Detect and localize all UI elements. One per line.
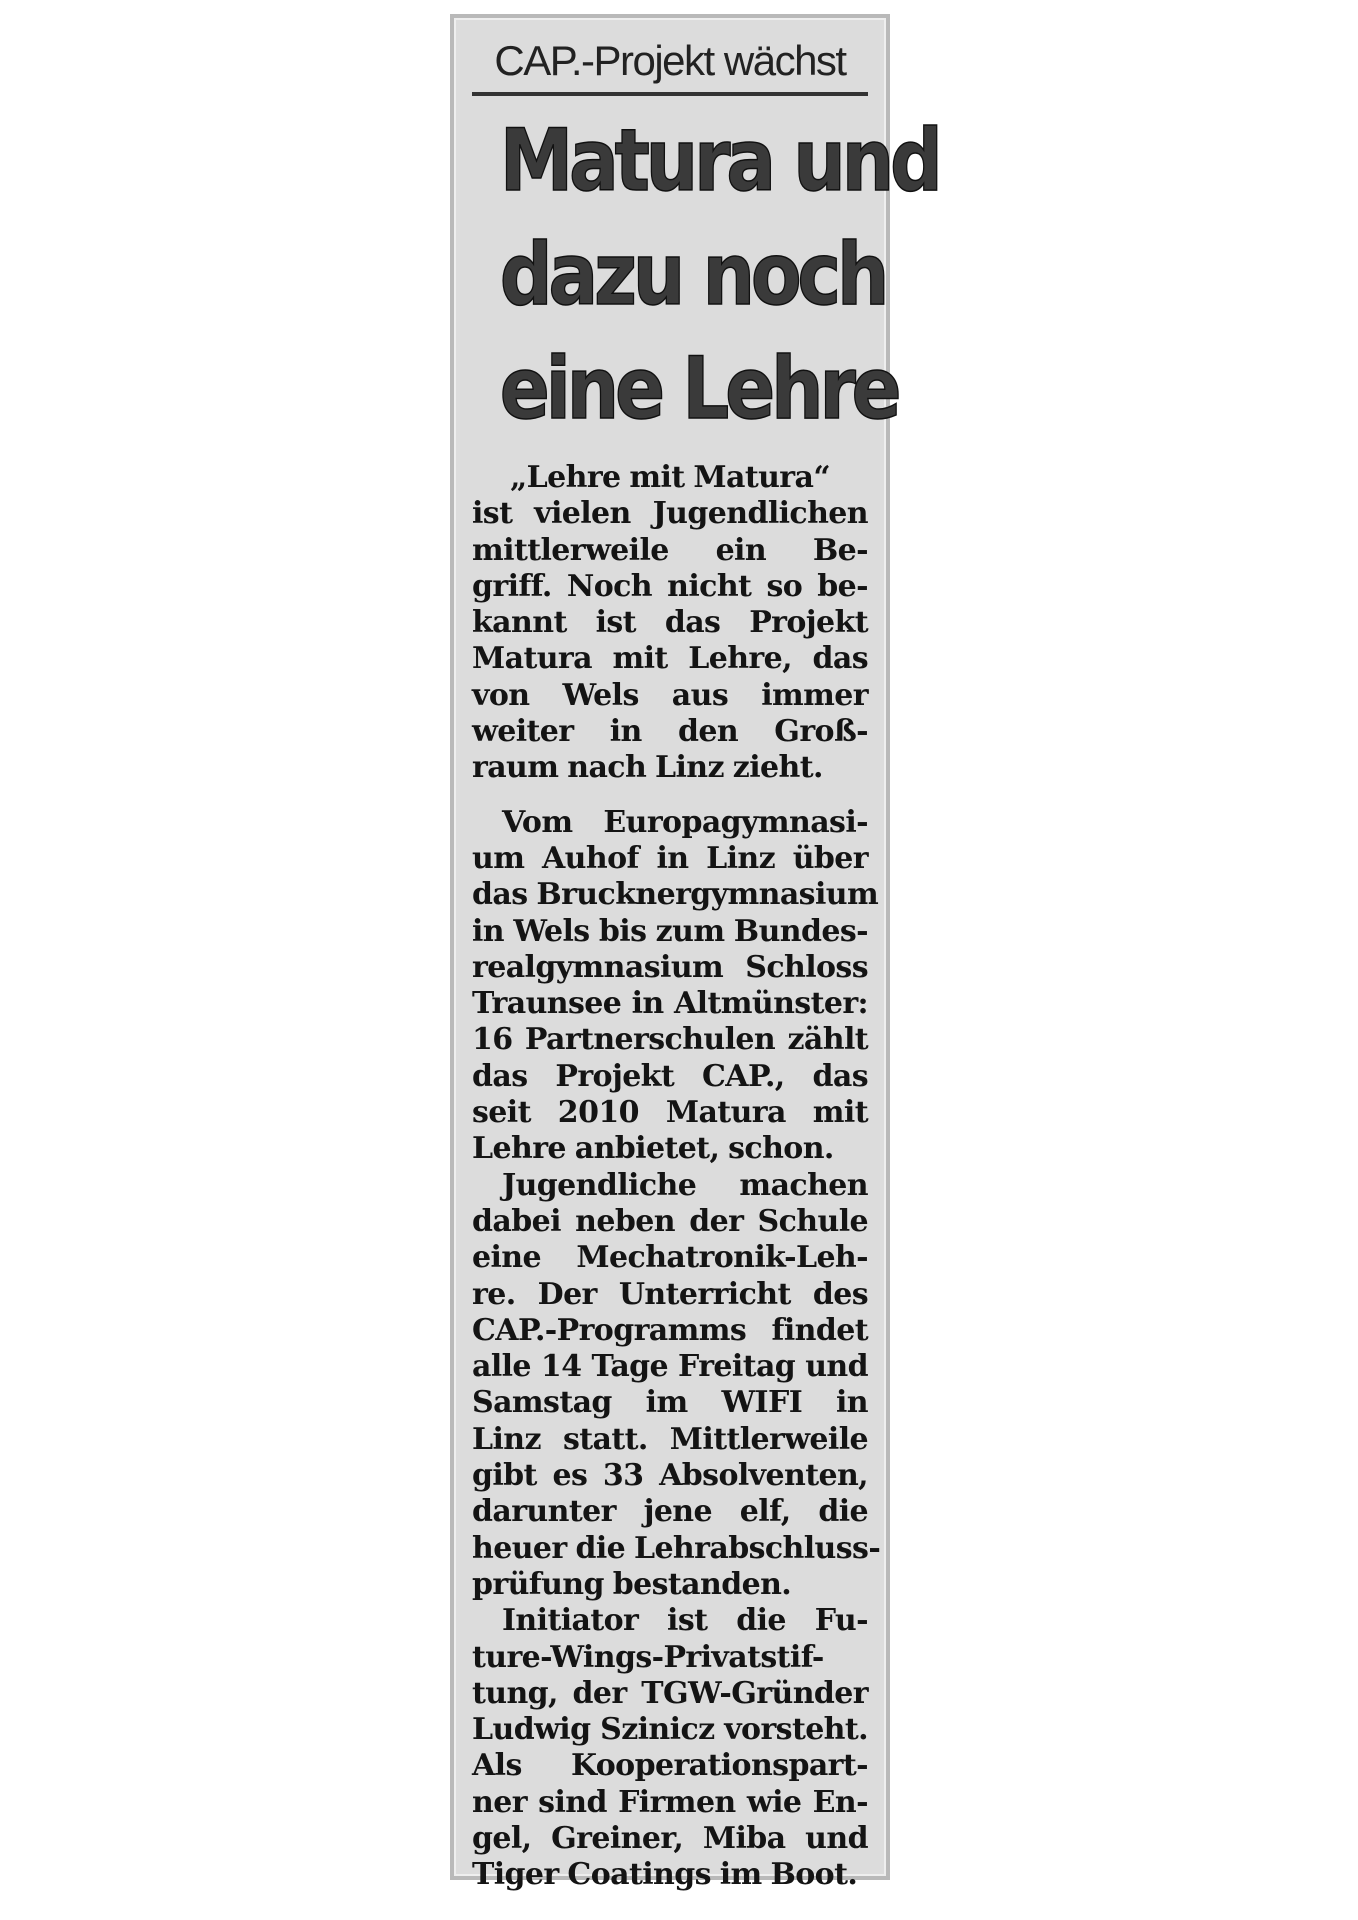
text-line: Initiator ist die Fu- bbox=[502, 1603, 868, 1639]
text-line: gibt es 33 Absolventen, bbox=[472, 1458, 868, 1494]
article-body bbox=[472, 460, 881, 1894]
headline-line-3: eine Lehre bbox=[499, 339, 898, 439]
headline-line-1: Matura und bbox=[499, 111, 939, 211]
text-line: Als Kooperationspart- bbox=[472, 1748, 868, 1784]
text-line: ner sind Firmen wie En- bbox=[472, 1784, 868, 1820]
text-line: weiter in den Groß- bbox=[472, 714, 868, 750]
text-line: realgymnasium Schloss bbox=[472, 949, 868, 985]
text-line: dabei neben der Schule bbox=[472, 1203, 868, 1239]
paragraph-3 bbox=[472, 1167, 881, 1604]
text-line: Lehre anbietet, schon. bbox=[472, 1131, 834, 1167]
text-line: das Projekt CAP., das bbox=[472, 1058, 868, 1094]
article-headline bbox=[472, 104, 939, 446]
headline-line-2: dazu noch bbox=[499, 225, 886, 325]
text-line: mittlerweile ein Be- bbox=[472, 532, 868, 568]
text-line: ture-Wings-Privatstif- bbox=[472, 1639, 824, 1675]
text-line: 16 Partnerschulen zählt bbox=[472, 1022, 868, 1058]
text-line: „Lehre mit Matura“ bbox=[509, 460, 831, 495]
text-line: in Wels bis zum Bundes- bbox=[472, 913, 868, 949]
text-line: Matura mit Lehre, das bbox=[472, 641, 868, 677]
text-line: griff. Noch nicht so be- bbox=[472, 568, 868, 604]
text-line: Tiger Coatings im Boot. bbox=[472, 1857, 858, 1893]
text-line: darunter jene elf, die bbox=[472, 1494, 868, 1530]
text-line: ist vielen Jugendlichen bbox=[472, 496, 868, 532]
text-line: Traunsee in Altmünster: bbox=[472, 986, 868, 1022]
paragraph-4 bbox=[472, 1603, 868, 1893]
text-line: Vom Europagymnasi- bbox=[502, 804, 868, 840]
text-line: tung, der TGW-Gründer bbox=[472, 1675, 868, 1711]
newspaper-clipping bbox=[450, 14, 939, 1893]
text-line: gel, Greiner, Miba und bbox=[472, 1820, 868, 1856]
text-line: alle 14 Tage Freitag und bbox=[472, 1349, 868, 1385]
article-kicker: CAP.-Projekt wächst bbox=[472, 32, 868, 96]
text-line: kannt ist das Projekt bbox=[472, 605, 868, 641]
text-line: Ludwig Szinicz vorsteht. bbox=[472, 1712, 868, 1748]
text-line: das Brucknergymnasium bbox=[472, 877, 879, 913]
text-line: heuer die Lehrabschluss- bbox=[472, 1530, 881, 1566]
text-line: prüfung bestanden. bbox=[472, 1566, 792, 1602]
text-line: Linz statt. Mittlerweile bbox=[472, 1421, 868, 1457]
text-line: Jugendliche machen bbox=[502, 1167, 868, 1203]
paragraph-2 bbox=[472, 804, 879, 1168]
text-line: raum nach Linz zieht. bbox=[472, 750, 823, 786]
text-line: CAP.-Programms findet bbox=[472, 1312, 868, 1348]
text-line: von Wels aus immer bbox=[472, 677, 868, 713]
text-line: eine Mechatronik-Leh- bbox=[472, 1240, 868, 1276]
text-line: seit 2010 Matura mit bbox=[472, 1095, 868, 1131]
paragraph-1 bbox=[472, 460, 868, 787]
text-line: Samstag im WIFI in bbox=[472, 1385, 868, 1421]
text-line: re. Der Unterricht des bbox=[472, 1276, 868, 1312]
text-line: um Auhof in Linz über bbox=[472, 840, 868, 876]
